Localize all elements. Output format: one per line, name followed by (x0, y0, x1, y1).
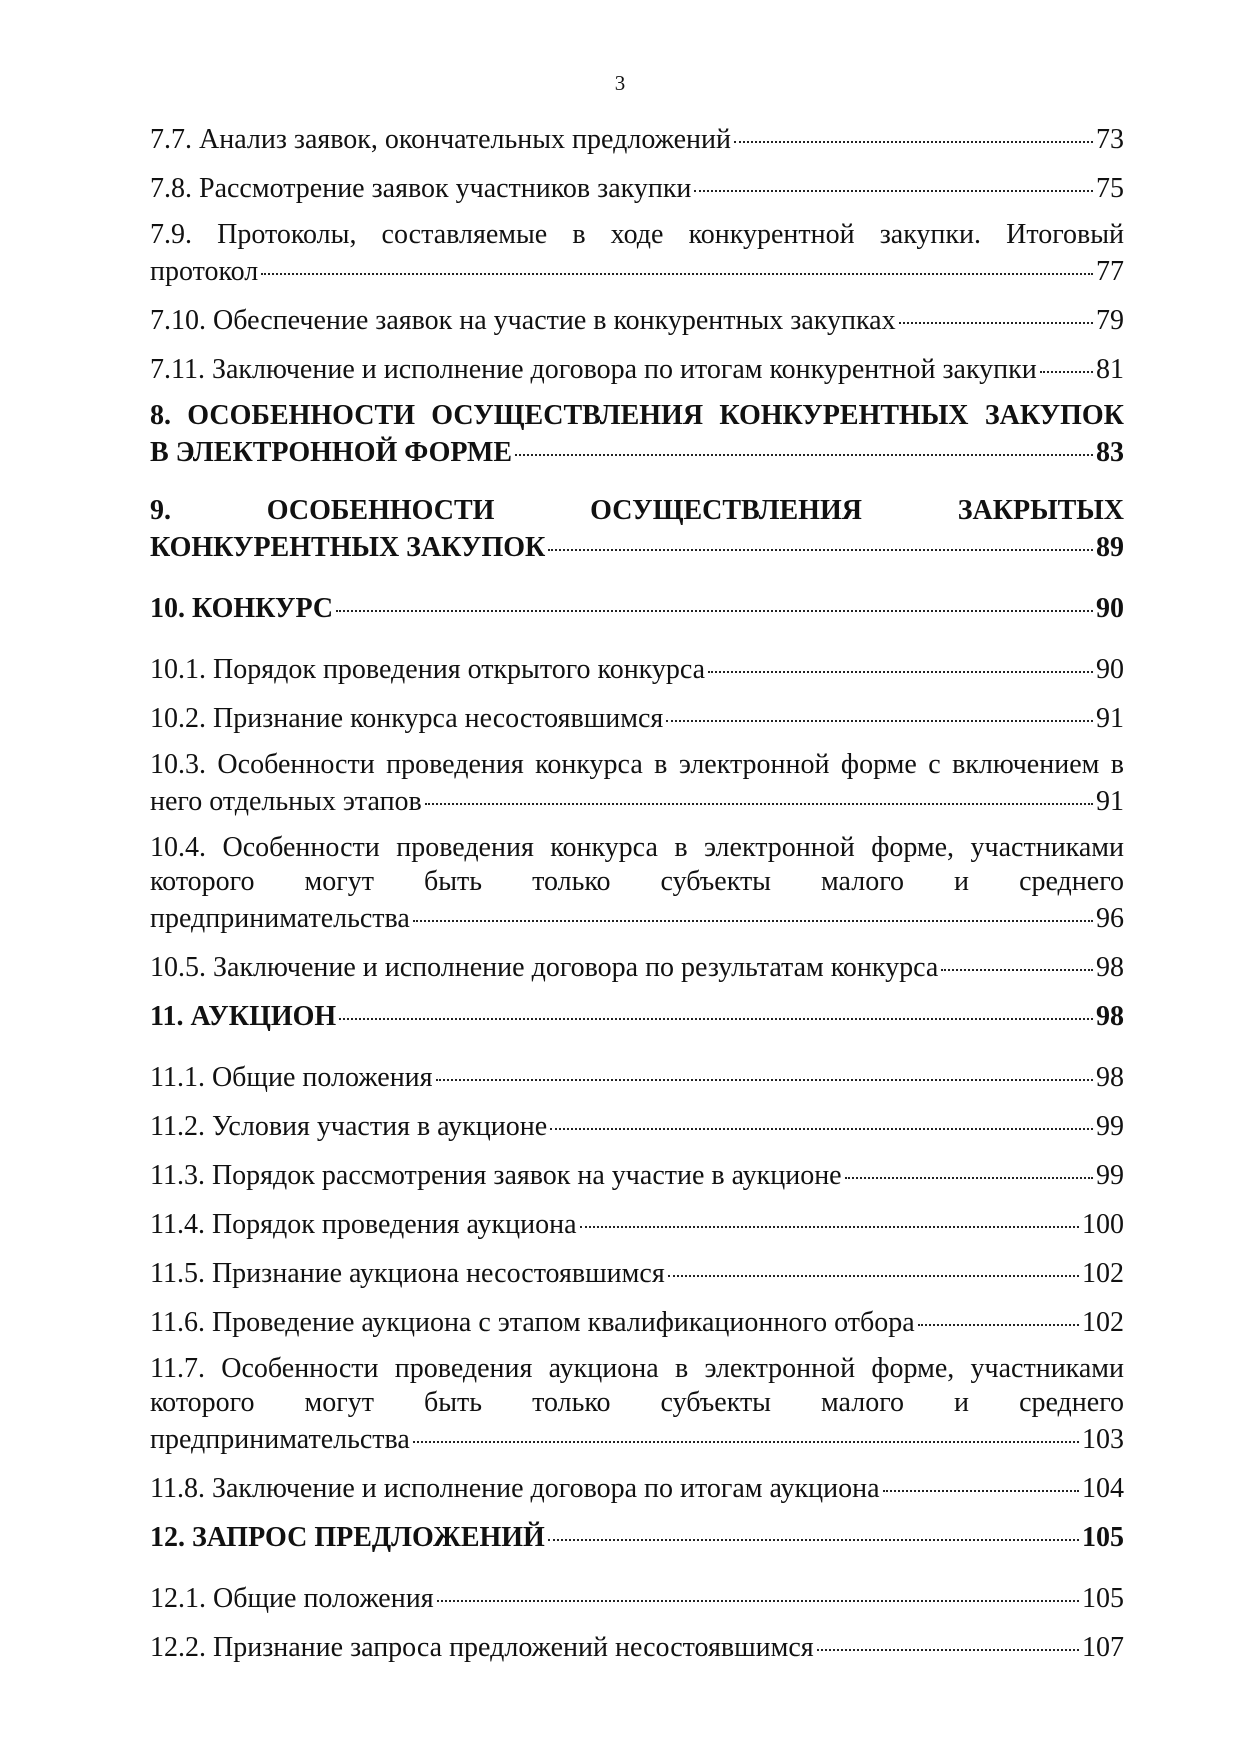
toc-page-number: 103 (1082, 1424, 1124, 1455)
toc-section-entry[interactable] (150, 350, 1124, 387)
toc-page-number: 99 (1096, 1111, 1124, 1142)
toc-entry-title-line: 10.4. Особенности проведения конкурса в электронной форме, участниками (150, 832, 1124, 863)
dot-leader (436, 1058, 1093, 1086)
toc-page-number: 90 (1096, 654, 1124, 685)
toc-page-number: 77 (1096, 256, 1124, 287)
toc-page-number: 89 (1096, 532, 1124, 563)
toc-entry-title-line: предпринимательства (150, 903, 410, 934)
dot-leader (883, 1469, 1080, 1497)
toc-section-entry[interactable] (150, 1579, 1124, 1616)
dot-leader (708, 650, 1093, 678)
toc-entry-title-line: В ЭЛЕКТРОННОЙ ФОРМЕ (150, 437, 513, 468)
dot-leader (666, 699, 1093, 727)
dot-leader (694, 169, 1093, 197)
toc-entry-title-line: 10. КОНКУРС (150, 593, 334, 624)
toc-entry-title-line: 10.5. Заключение и исполнение договора по результатам конкурса (150, 952, 939, 983)
toc-section-entry[interactable] (150, 1058, 1124, 1095)
dot-leader (817, 1628, 1079, 1656)
dot-leader (845, 1156, 1093, 1184)
dot-leader (1040, 350, 1093, 378)
toc-page-number: 90 (1096, 593, 1124, 624)
dot-leader (918, 1303, 1079, 1331)
dot-leader (336, 589, 1093, 617)
toc-chapter-entry[interactable] (150, 1518, 1124, 1555)
toc-page-number: 107 (1082, 1632, 1124, 1663)
toc-entry-title-line: 9. ОСОБЕННОСТИ ОСУЩЕСТВЛЕНИЯ ЗАКРЫТЫХ (150, 495, 1124, 526)
toc-chapter-entry[interactable] (150, 589, 1124, 626)
dot-leader (437, 1579, 1079, 1607)
toc-entry-title-line: 11.3. Порядок рассмотрения заявок на участие в аукционе (150, 1160, 842, 1191)
toc-entry-title-line: 11.2. Условия участия в аукционе (150, 1111, 548, 1142)
toc-page-number: 104 (1082, 1473, 1124, 1504)
toc-page-number: 75 (1096, 173, 1124, 204)
toc-page-number: 99 (1096, 1160, 1124, 1191)
toc-section-entry[interactable] (150, 1205, 1124, 1242)
toc-entry-title-line: 7.11. Заключение и исполнение договора по итогам конкурентной закупки (150, 354, 1037, 385)
toc-chapter-entry[interactable] (150, 494, 1124, 565)
toc-page-number: 100 (1082, 1209, 1124, 1240)
toc-entry-title-line: 12.2. Признание запроса предложений несостоявшимся (150, 1632, 814, 1663)
toc-page-number: 105 (1082, 1522, 1124, 1553)
toc-entry-title-line: протокол (150, 256, 259, 287)
toc-entry-title-line: 11.7. Особенности проведения аукциона в электронной форме, участниками (150, 1353, 1124, 1384)
toc-chapter-entry[interactable] (150, 399, 1124, 470)
toc-entry-title-line: КОНКУРЕНТНЫХ ЗАКУПОК (150, 532, 546, 563)
dot-leader (941, 948, 1093, 976)
toc-page-number: 98 (1096, 1001, 1124, 1032)
dot-leader (339, 997, 1093, 1025)
toc-entry-title-line: 10.2. Признание конкурса несостоявшимся (150, 703, 664, 734)
toc-page-number: 91 (1096, 786, 1124, 817)
toc-page-number: 102 (1082, 1258, 1124, 1289)
toc-section-entry[interactable] (150, 1628, 1124, 1665)
toc-entry-title-line: которого могут быть только субъекты малого и среднего (150, 1387, 1124, 1418)
toc-section-entry[interactable] (150, 650, 1124, 687)
toc-section-entry[interactable] (150, 1107, 1124, 1144)
toc-section-entry[interactable] (150, 218, 1124, 289)
toc-chapter-entry[interactable] (150, 997, 1124, 1034)
toc-page-number: 98 (1096, 952, 1124, 983)
table-of-contents (150, 120, 1124, 1677)
dot-leader (734, 120, 1093, 148)
dot-leader (550, 1107, 1093, 1135)
toc-entry-title-line: 7.7. Анализ заявок, окончательных предложений (150, 124, 731, 155)
toc-page-number: 81 (1096, 354, 1124, 385)
toc-entry-title-line: которого могут быть только субъекты малого и среднего (150, 866, 1124, 897)
toc-section-entry[interactable] (150, 1352, 1124, 1457)
toc-section-entry[interactable] (150, 301, 1124, 338)
toc-page-number: 79 (1096, 305, 1124, 336)
toc-page-number: 91 (1096, 703, 1124, 734)
toc-entry-title-line: 10.1. Порядок проведения открытого конкурса (150, 654, 706, 685)
dot-leader (580, 1205, 1079, 1233)
dot-leader (413, 1420, 1079, 1448)
toc-section-entry[interactable] (150, 120, 1124, 157)
toc-entry-title-line: 8. ОСОБЕННОСТИ ОСУЩЕСТВЛЕНИЯ КОНКУРЕНТНЫХ ЗАКУПОК (150, 400, 1124, 431)
dot-leader (548, 528, 1093, 556)
toc-entry-title-line: 10.3. Особенности проведения конкурса в электронной форме с включением в (150, 749, 1124, 780)
toc-page-number: 102 (1082, 1307, 1124, 1338)
toc-page-number: 83 (1096, 437, 1124, 468)
toc-entry-title-line: 7.9. Протоколы, составляемые в ходе конкурентной закупки. Итоговый (150, 219, 1124, 250)
toc-entry-title-line: 11.1. Общие положения (150, 1062, 433, 1093)
toc-entry-title-line: 11.8. Заключение и исполнение договора по итогам аукциона (150, 1473, 880, 1504)
toc-section-entry[interactable] (150, 1156, 1124, 1193)
dot-leader (668, 1254, 1079, 1282)
toc-entry-title-line: предпринимательства (150, 1424, 410, 1455)
toc-entry-title-line: 11.4. Порядок проведения аукциона (150, 1209, 577, 1240)
toc-section-entry[interactable] (150, 831, 1124, 936)
toc-section-entry[interactable] (150, 699, 1124, 736)
dot-leader (413, 899, 1093, 927)
toc-entry-title-line: 12.1. Общие положения (150, 1583, 434, 1614)
toc-entry-title-line: 7.10. Обеспечение заявок на участие в конкурентных закупках (150, 305, 896, 336)
toc-section-entry[interactable] (150, 1303, 1124, 1340)
dot-leader (515, 433, 1093, 461)
toc-entry-title-line: 11. АУКЦИОН (150, 1001, 337, 1032)
dot-leader (261, 252, 1093, 280)
toc-section-entry[interactable] (150, 1469, 1124, 1506)
dot-leader (899, 301, 1093, 329)
toc-section-entry[interactable] (150, 1254, 1124, 1291)
toc-entry-title-line: 11.6. Проведение аукциона с этапом квалификационного отбора (150, 1307, 915, 1338)
toc-entry-title-line: 11.5. Признание аукциона несостоявшимся (150, 1258, 665, 1289)
toc-section-entry[interactable] (150, 169, 1124, 206)
toc-entry-title-line: 7.8. Рассмотрение заявок участников закупки (150, 173, 692, 204)
dot-leader (425, 782, 1093, 810)
toc-section-entry[interactable] (150, 948, 1124, 985)
dot-leader (548, 1518, 1079, 1546)
page-number: 3 (614, 71, 626, 95)
toc-page-number: 105 (1082, 1583, 1124, 1614)
toc-page-number: 73 (1096, 124, 1124, 155)
toc-entry-title-line: 12. ЗАПРОС ПРЕДЛОЖЕНИЙ (150, 1522, 545, 1553)
toc-section-entry[interactable] (150, 748, 1124, 819)
toc-entry-title-line: него отдельных этапов (150, 786, 422, 817)
toc-page-number: 96 (1096, 903, 1124, 934)
toc-page-number: 98 (1096, 1062, 1124, 1093)
